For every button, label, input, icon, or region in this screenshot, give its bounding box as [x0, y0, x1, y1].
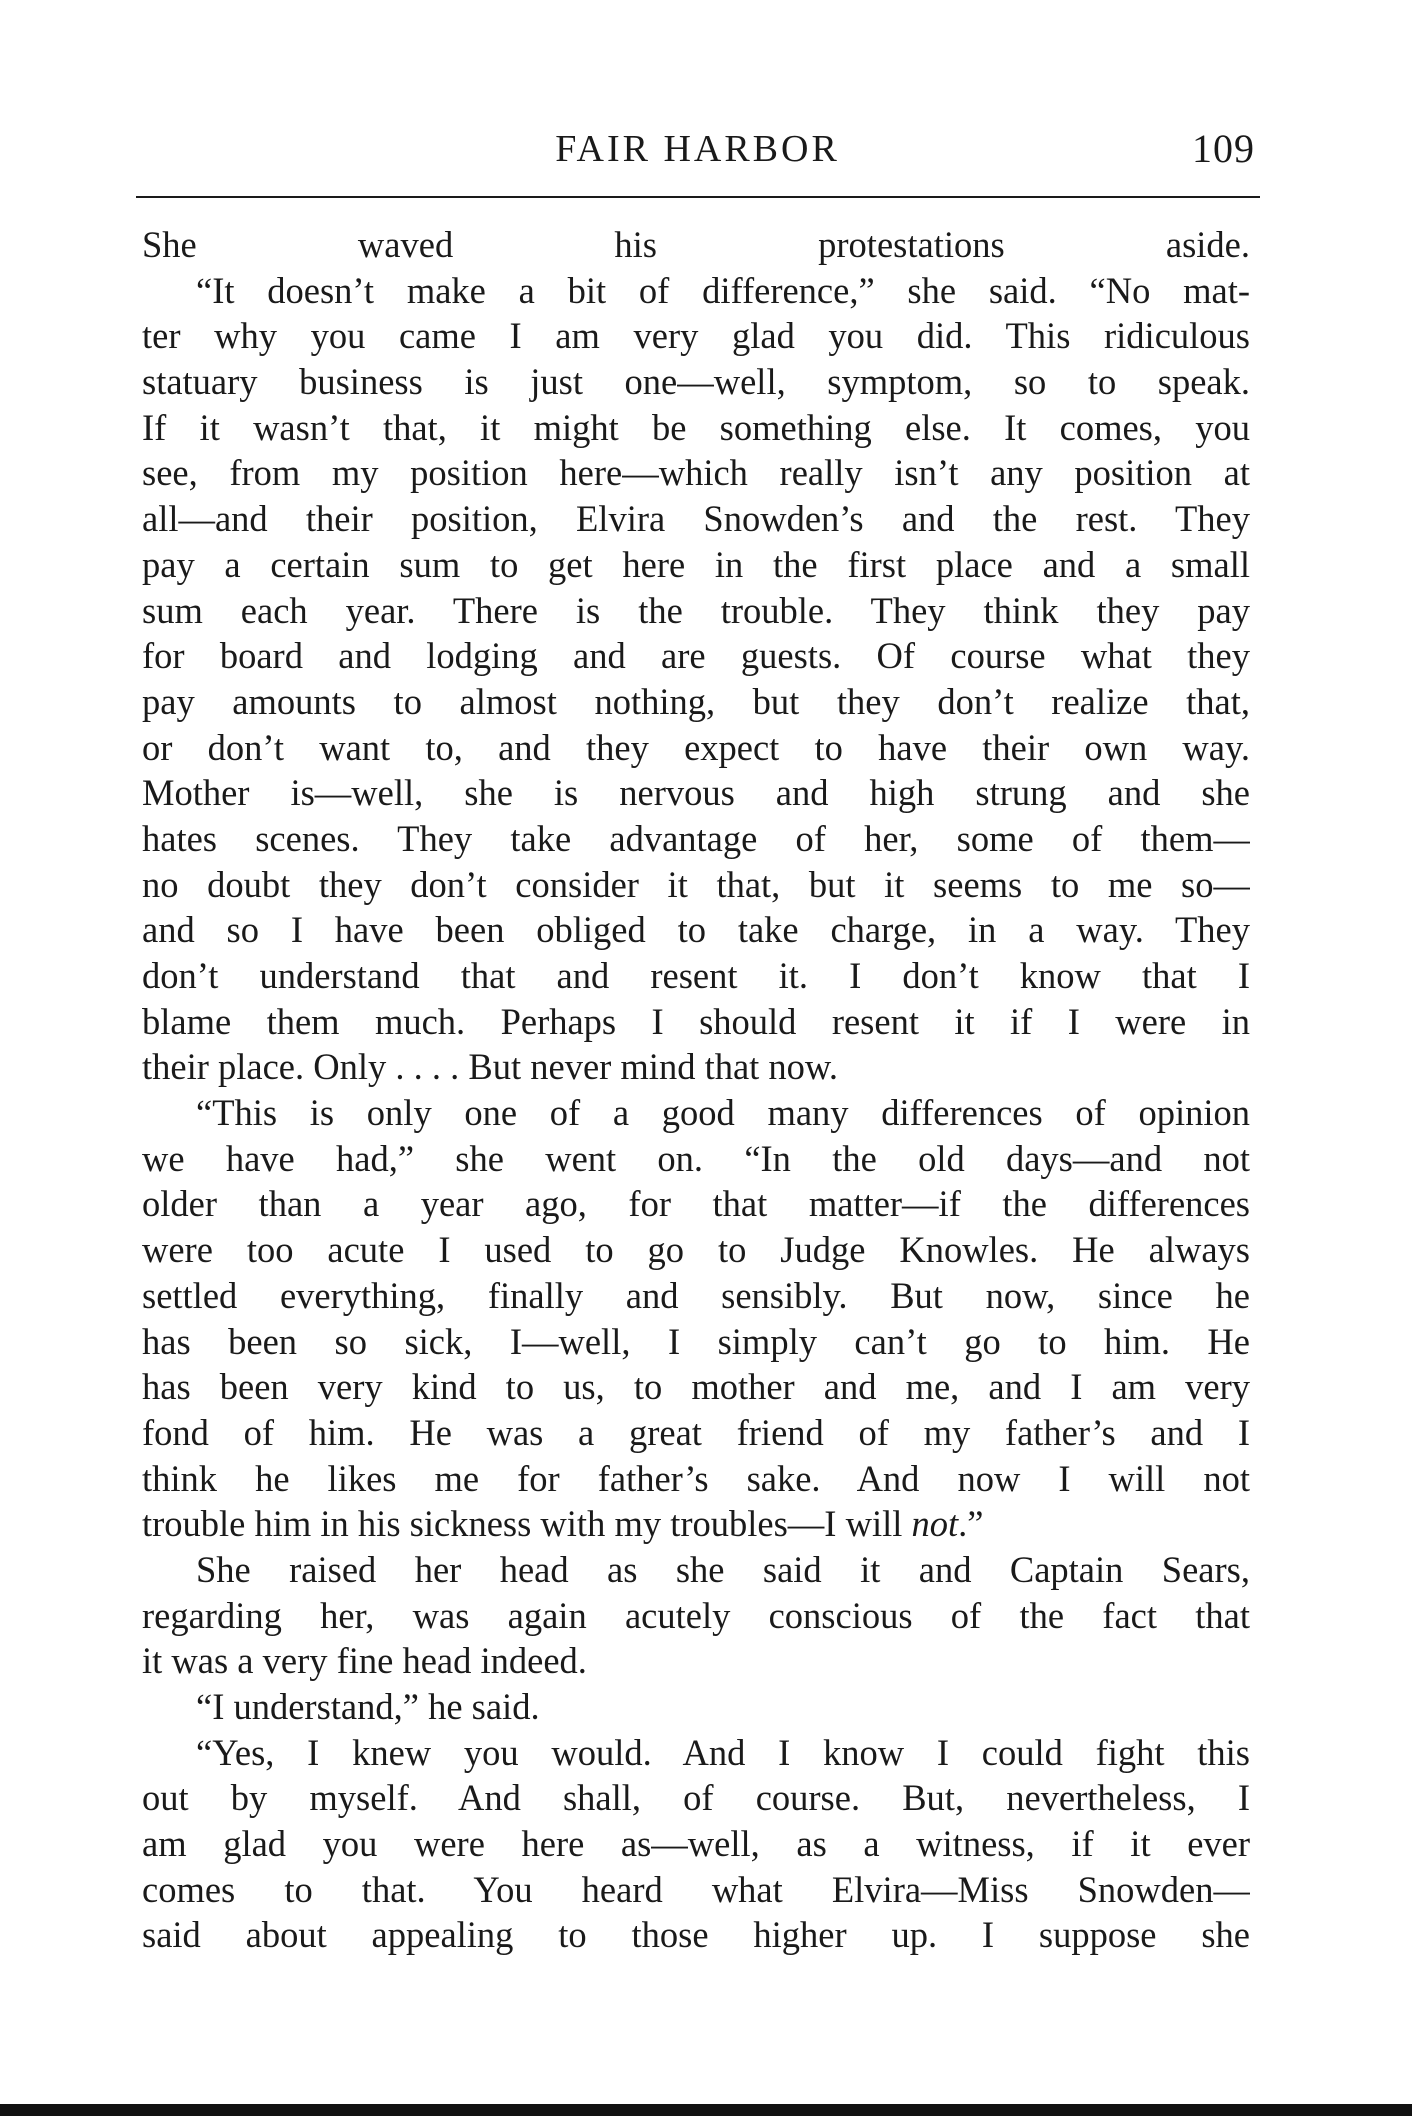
- text-line: said about appealing to those higher up. I suppose she: [142, 1914, 1250, 1956]
- text-line: all—and their position, Elvira Snowden’s and the rest. They: [142, 498, 1250, 540]
- text-line: see, from my position here—which really isn’t any position at: [142, 452, 1250, 494]
- text-line-with-emphasis: [142, 1501, 1250, 1547]
- text-line: comes to that. You heard what Elvira—Miss Snowden—: [142, 1868, 1250, 1910]
- text-line: “Yes, I knew you would. And I know I could fight this: [196, 1731, 1250, 1773]
- text-line: for board and lodging and are guests. Of course what they: [142, 635, 1250, 677]
- text-line: and so I have been obliged to take charge, in a way. They: [142, 909, 1250, 951]
- text-line: has been very kind to us, to mother and me, and I am very: [142, 1366, 1250, 1408]
- running-title: FAIR HARBOR: [555, 128, 840, 170]
- text-line: settled everything, finally and sensibly. But now, since he: [142, 1274, 1250, 1316]
- text-line: pay amounts to almost nothing, but they don’t realize that,: [142, 680, 1250, 722]
- text-line: She waved his protestations aside.: [142, 224, 1250, 265]
- text-line: older than a year ago, for that matter—if the differences: [142, 1183, 1250, 1225]
- text-line: fond of him. He was a great friend of my father’s and I: [142, 1411, 1250, 1453]
- text-line: blame them much. Perhaps I should resent it if I were in: [142, 1000, 1250, 1042]
- header-rule: [136, 196, 1260, 198]
- text-line: sum each year. There is the trouble. They think they pay: [142, 589, 1250, 631]
- running-head: [140, 124, 1255, 184]
- text-line: think he likes me for father’s sake. And now I will not: [142, 1457, 1250, 1499]
- text-line: “I understand,” he said.: [196, 1686, 540, 1727]
- closing-punctuation: .”: [958, 1503, 984, 1545]
- text-line: pay a certain sum to get here in the first place and a small: [142, 543, 1250, 585]
- text-line: ter why you came I am very glad you did. This ridiculous: [142, 315, 1250, 357]
- text-line: “This is only one of a good many differences of opinion: [196, 1092, 1250, 1134]
- text-line: statuary business is just one—well, symptom, so to speak.: [142, 361, 1250, 403]
- text-line: am glad you were here as—well, as a witness, if it ever: [142, 1823, 1250, 1865]
- line-text: trouble him in his sickness with my troubles—I will: [142, 1503, 912, 1545]
- text-line: regarding her, was again acutely conscious of the fact that: [142, 1594, 1250, 1636]
- emphasis-word: not: [911, 1503, 959, 1545]
- bottom-scan-edge: [0, 2104, 1412, 2116]
- text-line: hates scenes. They take advantage of her, some of them—: [142, 817, 1250, 859]
- page-number: 109: [1192, 126, 1255, 171]
- text-line: has been so sick, I—well, I simply can’t go to him. He: [142, 1320, 1250, 1362]
- text-line: no doubt they don’t consider it that, but it seems to me so—: [142, 863, 1250, 905]
- text-line: out by myself. And shall, of course. But, nevertheless, I: [142, 1777, 1250, 1819]
- text-line: or don’t want to, and they expect to have their own way.: [142, 726, 1250, 768]
- text-line: their place. Only . . . . But never mind that now.: [142, 1046, 839, 1088]
- text-line: were too acute I used to go to Judge Knowles. He always: [142, 1229, 1250, 1271]
- text-line: it was a very fine head indeed.: [142, 1640, 587, 1682]
- text-line: Mother is—well, she is nervous and high strung and she: [142, 772, 1250, 814]
- text-line: don’t understand that and resent it. I don’t know that I: [142, 955, 1250, 996]
- text-line: If it wasn’t that, it might be something else. It comes, you: [142, 406, 1250, 448]
- text-line: She raised her head as she said it and Captain Sears,: [196, 1548, 1250, 1590]
- text-line: “It doesn’t make a bit of difference,” she said. “No mat-: [196, 269, 1250, 311]
- text-line: we have had,” she went on. “In the old days—and not: [142, 1137, 1250, 1179]
- body-text: [142, 222, 1250, 1958]
